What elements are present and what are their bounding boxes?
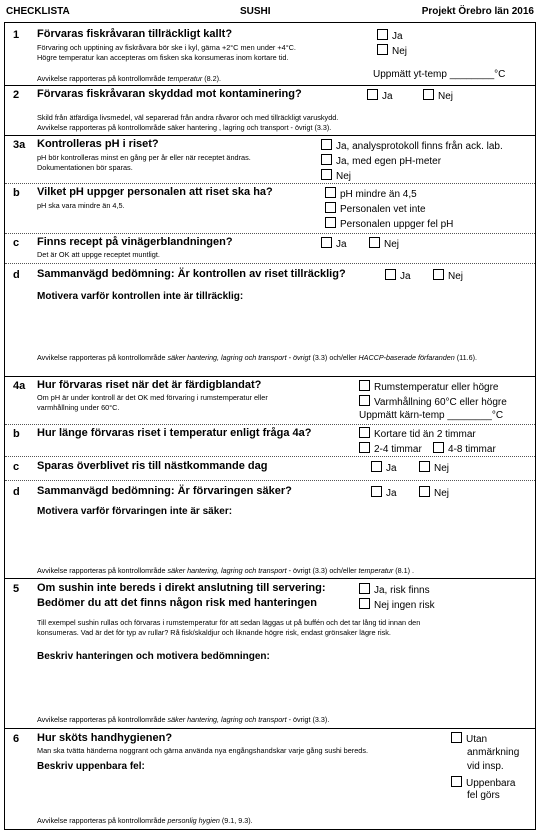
option-text: vid insp.: [467, 761, 504, 772]
header-center: SUSHI: [240, 6, 271, 17]
checkbox[interactable]: [377, 29, 388, 40]
checkbox[interactable]: [321, 139, 332, 150]
option-ja[interactable]: Ja: [321, 237, 347, 250]
section-number: b: [13, 428, 20, 440]
option-uppenbara-fel[interactable]: Uppenbara: [451, 776, 515, 789]
section-number: c: [13, 461, 20, 473]
option-egen-ph-meter[interactable]: Ja, med egen pH-meter: [321, 154, 441, 167]
option-analysprotokoll[interactable]: Ja, analysprotokoll finns från ack. lab.: [321, 139, 503, 152]
checkbox[interactable]: [367, 89, 378, 100]
section-4c: [5, 456, 535, 481]
deviation-note: Avvikelse rapporteras på kontrollområde säker hantering , lagring och transport - övrigt (3.3).: [37, 123, 332, 132]
section-3d: [5, 263, 535, 377]
help-text: Högre temperatur kan accepteras om fisken ska konsumeras inom kortare tid.: [37, 53, 289, 62]
help-text: Om pH är under kontroll är det OK med förvaring i rumstemperatur eller: [37, 393, 268, 402]
section-number: 6: [13, 733, 20, 745]
checkbox[interactable]: [433, 442, 444, 453]
motivation-label: Motivera varför kontrollen inte är tillräcklig:: [37, 291, 244, 302]
checkbox[interactable]: [423, 89, 434, 100]
question: Sammanvägd bedömning: Är kontrollen av riset tillräcklig?: [37, 268, 346, 280]
option-ja[interactable]: Ja: [371, 461, 397, 474]
checkbox[interactable]: [321, 169, 332, 180]
option-text: fel görs: [467, 790, 500, 801]
section-number: 2: [13, 89, 20, 101]
option-varmhallning[interactable]: Varmhållning 60°C eller högre: [359, 395, 507, 408]
option-ja[interactable]: Ja: [377, 29, 403, 42]
deviation-note: Avvikelse rapporteras på kontrollområde säker hantering, lagring och transport - övrigt (3.3) och/eller temperatur (8.1) .: [37, 566, 415, 575]
checkbox[interactable]: [377, 44, 388, 55]
checkbox[interactable]: [325, 187, 336, 198]
section-2: [5, 85, 535, 136]
option-ph-mindre[interactable]: pH mindre än 4,5: [325, 187, 417, 200]
section-4a: [5, 376, 535, 425]
help-text: varmhållning under 60°C.: [37, 403, 120, 412]
help-text: Dokumentationen bör sparas.: [37, 163, 133, 172]
temp-field[interactable]: Uppmätt yt-temp ________°C: [373, 69, 506, 80]
temp-field[interactable]: Uppmätt kärn-temp ________°C: [359, 410, 504, 421]
checkbox[interactable]: [371, 486, 382, 497]
checkbox[interactable]: [433, 269, 444, 280]
option-4-8h[interactable]: 4-8 timmar: [433, 442, 496, 455]
option-nej[interactable]: Nej: [321, 169, 351, 182]
checkbox[interactable]: [419, 461, 430, 472]
section-1: [5, 23, 535, 86]
option-risk-finns[interactable]: Ja, risk finns: [359, 583, 430, 596]
section-6: [5, 728, 535, 829]
checkbox[interactable]: [325, 217, 336, 228]
section-3b: [5, 183, 535, 234]
checkbox[interactable]: [359, 395, 370, 406]
checkbox[interactable]: [359, 583, 370, 594]
option-ingen-risk[interactable]: Nej ingen risk: [359, 598, 435, 611]
deviation-note: Avvikelse rapporteras på kontrollområde säker hantering, lagring och transport - övrigt (3.3) och/eller HACCP-baserade förfaranden (11.6).: [37, 353, 478, 362]
option-ja[interactable]: Ja: [371, 486, 397, 499]
checkbox[interactable]: [325, 202, 336, 213]
question: Finns recept på vinägerblandningen?: [37, 236, 233, 248]
checkbox[interactable]: [369, 237, 380, 248]
section-number: 1: [13, 29, 20, 41]
checkbox[interactable]: [385, 269, 396, 280]
section-number: 4a: [13, 380, 26, 392]
header-left: CHECKLISTA: [6, 6, 70, 17]
question: Hur förvaras riset när det är färdigblandat?: [37, 379, 262, 391]
checkbox[interactable]: [451, 732, 462, 743]
option-kortare-2h[interactable]: Kortare tid än 2 timmar: [359, 427, 476, 440]
help-text: Skild från ätfärdiga livsmedel, väl separerad från andra råvaror och med tillräckligt varuskydd.: [37, 113, 339, 122]
section-number: 5: [13, 583, 20, 595]
checkbox[interactable]: [359, 442, 370, 453]
question: Kontrolleras pH i riset?: [37, 138, 159, 150]
question: Förvaras fiskråvaran skyddad mot kontaminering?: [37, 88, 302, 100]
section-4b: [5, 424, 535, 457]
option-nej[interactable]: Nej: [419, 486, 449, 499]
motivation-label: Motivera varför förvaringen inte är säker:: [37, 506, 233, 517]
option-fel-ph[interactable]: Personalen uppger fel pH: [325, 217, 453, 230]
help-text: Förvaring och upptining av fiskråvara bör ske i kyl, gärna +2°C men under +4°C.: [37, 43, 296, 52]
help-text: Till exempel sushin rullas och förvaras i rumstemperatur för att sedan läggas ut på buffén och det tar lång tid innan den: [37, 618, 421, 627]
checkbox[interactable]: [451, 776, 462, 787]
question: Vilket pH uppger personalen att riset ska ha?: [37, 186, 273, 198]
question: Hur länge förvaras riset i temperatur enligt fråga 4a?: [37, 427, 312, 439]
checkbox[interactable]: [321, 237, 332, 248]
section-4d: [5, 480, 535, 579]
header-right: Projekt Örebro län 2016: [421, 6, 534, 17]
help-text: Det är OK att uppge receptet muntligt.: [37, 250, 160, 259]
question: Hur sköts handhygienen?: [37, 732, 173, 744]
motivation-label: Beskriv uppenbara fel:: [37, 761, 145, 772]
option-nej[interactable]: Nej: [423, 89, 453, 102]
checkbox[interactable]: [359, 380, 370, 391]
checkbox[interactable]: [371, 461, 382, 472]
section-number: d: [13, 486, 20, 498]
section-number: b: [13, 187, 20, 199]
section-3c: [5, 233, 535, 264]
checkbox[interactable]: [321, 154, 332, 165]
deviation-note: Avvikelse rapporteras på kontrollområde säker hantering, lagring och transport - övrigt (3.3).: [37, 715, 330, 724]
section-number: c: [13, 237, 20, 249]
checkbox[interactable]: [359, 427, 370, 438]
option-nej[interactable]: Nej: [377, 44, 407, 57]
checkbox[interactable]: [419, 486, 430, 497]
option-rumstemperatur[interactable]: Rumstemperatur eller högre: [359, 380, 499, 393]
option-vet-inte[interactable]: Personalen vet inte: [325, 202, 426, 215]
option-text: anmärkning: [467, 747, 520, 758]
question: Sparas överblivet ris till nästkommande dag: [37, 460, 268, 472]
deviation-note: Avvikelse rapporteras på kontrollområde temperatur (8.2).: [37, 74, 222, 83]
option-utan-anmarkning[interactable]: Utan: [451, 732, 487, 745]
option-ja[interactable]: Ja: [385, 269, 411, 282]
section-3a: [5, 135, 535, 184]
help-text: Man ska tvätta händerna noggrant och gärna använda nya engångshandskar varje gång sushi bereds.: [37, 746, 369, 755]
option-nej[interactable]: Nej: [369, 237, 399, 250]
question: Bedömer du att det finns någon risk med hanteringen: [37, 597, 317, 609]
section-number: 3a: [13, 139, 26, 151]
help-text: pH bör kontrolleras minst en gång per år eller när receptet ändras.: [37, 153, 251, 162]
option-ja[interactable]: Ja: [367, 89, 393, 102]
question: Om sushin inte bereds i direkt anslutning till servering:: [37, 582, 326, 594]
section-5: [5, 578, 535, 729]
question: Sammanvägd bedömning: Är förvaringen säker?: [37, 485, 292, 497]
help-text: konsumeras. Vad är det för typ av rullar? Rå fisk/skaldjur och liknande högre risk, endast grönsaker lägre risk.: [37, 628, 391, 637]
checkbox[interactable]: [359, 598, 370, 609]
deviation-note: Avvikelse rapporteras på kontrollområde personlig hygien (9.1, 9.3).: [37, 816, 253, 825]
option-2-4h[interactable]: 2-4 timmar: [359, 442, 422, 455]
help-text: pH ska vara mindre än 4,5.: [37, 201, 125, 210]
question: Förvaras fiskråvaran tillräckligt kallt?: [37, 28, 233, 40]
section-number: d: [13, 269, 20, 281]
motivation-label: Beskriv hanteringen och motivera bedömningen:: [37, 651, 270, 662]
option-nej[interactable]: Nej: [419, 461, 449, 474]
page-header: [0, 4, 540, 20]
checklist-sheet: [4, 22, 536, 830]
option-nej[interactable]: Nej: [433, 269, 463, 282]
